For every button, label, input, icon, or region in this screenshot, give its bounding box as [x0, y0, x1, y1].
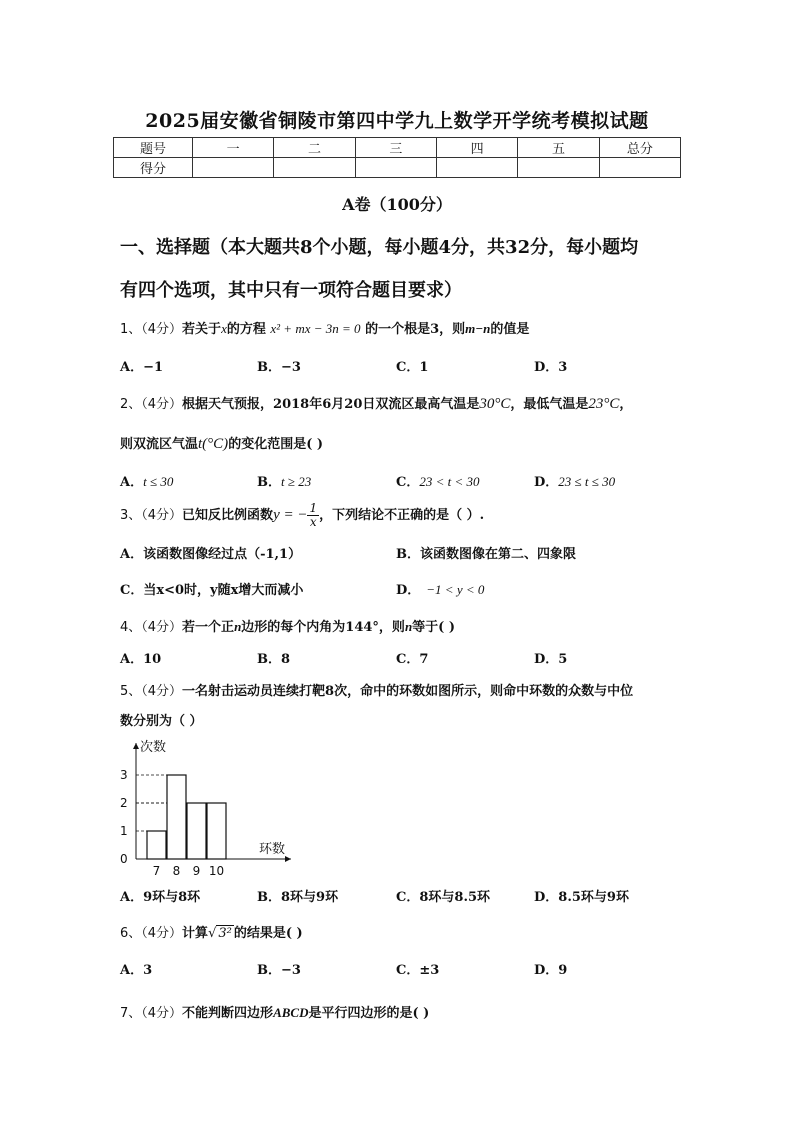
question-text: 是平行四边形的是( ) — [308, 1006, 430, 1021]
question-number: 4、（4分） — [120, 620, 183, 635]
option-b[interactable]: B．−3 — [257, 360, 301, 375]
score-cell: 二 — [274, 138, 355, 158]
option-d[interactable]: D．3 — [534, 360, 568, 375]
option-b[interactable]: B．该函数图像在第二、四象限 — [396, 547, 577, 562]
question-number: 2、（4分） — [120, 397, 183, 412]
option-c[interactable]: C．23 < t < 30 — [396, 474, 480, 490]
x-tick-label: 10 — [208, 864, 225, 878]
y-tick-label: 0 — [120, 852, 128, 866]
question-5 — [120, 680, 633, 699]
score-table — [113, 137, 681, 178]
x-tick-label: 9 — [192, 864, 201, 878]
option-b[interactable]: B．8环与9环 — [257, 890, 339, 905]
option-a[interactable]: A．−1 — [120, 360, 164, 375]
question-text: 的变化范围是( ) — [228, 437, 324, 452]
x-axis-label: 环数 — [259, 842, 286, 857]
option-b[interactable]: B．−3 — [257, 963, 301, 978]
question-number: 1、（4分） — [120, 322, 183, 337]
option-d[interactable]: D．5 — [534, 652, 568, 667]
score-cell: 三 — [355, 138, 436, 158]
score-input-cell — [518, 158, 599, 178]
option-a[interactable]: A．该函数图像经过点（-1,1） — [120, 547, 302, 562]
score-input-cell — [599, 158, 680, 178]
question-5-line2 — [120, 710, 203, 729]
exam-title: 2025届安徽省铜陵市第四中学九上数学开学统考模拟试题 — [145, 110, 649, 132]
question-1 — [120, 318, 529, 337]
option-d[interactable]: D． −1 < y < 0 — [396, 582, 485, 598]
fraction: $\frac{1}{x}$ — [309, 501, 318, 529]
score-input-cell — [355, 158, 436, 178]
question-number: 7、（4分） — [120, 1006, 183, 1021]
question-text: ，最低气温是 — [510, 397, 589, 412]
question-text: ， — [619, 397, 633, 412]
score-cell: 一 — [193, 138, 274, 158]
question-text: 计算 — [182, 926, 209, 941]
question-text: 等于( ) — [412, 620, 455, 635]
roll-title: A卷（100分） — [342, 195, 452, 214]
score-input-cell — [274, 158, 355, 178]
histogram-bar — [147, 831, 166, 859]
option-b[interactable]: B．8 — [257, 652, 291, 667]
question-text: 已知反比例函数 — [182, 508, 274, 523]
question-text: 边形的每个内角为144°，则 — [241, 620, 405, 635]
y-tick-label: 2 — [120, 796, 128, 810]
math-expr: x² + mx − 3n = 0 — [270, 321, 361, 336]
score-cell: 题号 — [114, 138, 193, 158]
option-a[interactable]: A．t ≤ 30 — [120, 474, 174, 490]
option-c[interactable]: C．1 — [396, 360, 429, 375]
option-b[interactable]: B．t ≥ 23 — [257, 474, 312, 490]
score-cell: 总分 — [599, 138, 680, 158]
option-a[interactable]: A．10 — [120, 652, 162, 667]
y-axis-label: 次数 — [140, 740, 167, 755]
math-expr: 30°C — [479, 396, 511, 412]
section-heading-line1: 一、选择题（本大题共8个小题，每小题4分，共32分，每小题均 — [120, 237, 639, 258]
x-tick-label: 7 — [152, 864, 161, 878]
question-text: 的结果是( ) — [233, 926, 303, 941]
option-c[interactable]: C．7 — [396, 652, 429, 667]
option-c[interactable]: C．8环与8.5环 — [396, 890, 491, 905]
question-text: 若关于 — [182, 322, 222, 337]
histogram-bar — [207, 803, 226, 859]
option-c[interactable]: C．±3 — [396, 963, 440, 978]
math-expr: n — [404, 619, 413, 634]
question-number: 3、（4分） — [120, 508, 183, 523]
question-number: 6、（4分） — [120, 926, 183, 941]
y-tick-label: 1 — [120, 824, 128, 838]
math-expr: m−n — [465, 321, 491, 336]
question-7 — [120, 1002, 429, 1021]
question-text: 的值是 — [490, 322, 530, 337]
question-text: 数分别为（ ） — [120, 714, 203, 729]
question-text: 的一个根是3，则 — [365, 322, 466, 337]
question-4 — [120, 616, 455, 635]
histogram-chart — [113, 735, 303, 880]
score-input-cell — [436, 158, 517, 178]
math-expr: ABCD — [273, 1005, 309, 1020]
sqrt-expr: √ 3² — [208, 926, 232, 941]
option-d[interactable]: D．8.5环与9环 — [534, 890, 629, 905]
math-expr: 23°C — [588, 396, 620, 412]
math-expr: y = − — [273, 507, 308, 523]
question-6 — [120, 922, 303, 941]
option-d[interactable]: D．23 ≤ t ≤ 30 — [534, 474, 616, 490]
question-2 — [120, 393, 632, 413]
histogram-bar — [187, 803, 206, 859]
y-tick-label: 3 — [120, 768, 128, 782]
question-text: 不能判断四边形 — [182, 1006, 274, 1021]
option-c[interactable]: C．当x<0时，y随x增大而减小 — [120, 583, 304, 598]
question-text: 若一个正 — [182, 620, 235, 635]
math-expr: x — [221, 321, 227, 336]
histogram-bar — [167, 775, 186, 859]
option-d[interactable]: D．9 — [534, 963, 568, 978]
option-a[interactable]: A．3 — [120, 963, 153, 978]
question-text: 的方程 — [226, 322, 266, 337]
x-tick-label: 8 — [172, 864, 181, 878]
question-2-line2 — [120, 433, 323, 453]
x-axis-arrow — [285, 856, 291, 862]
score-table-header-row — [114, 138, 681, 158]
option-a[interactable]: A．9环与8环 — [120, 890, 201, 905]
math-expr: n — [234, 619, 242, 634]
question-text: ，下列结论不正确的是（ ）. — [319, 508, 485, 523]
section-heading-line2: 有四个选项，其中只有一项符合题目要求） — [120, 280, 462, 301]
math-expr: t(°C) — [198, 436, 229, 452]
question-3 — [120, 502, 484, 529]
score-input-cell — [193, 158, 274, 178]
question-text: 则双流区气温 — [120, 437, 199, 452]
question-number: 5、（4分） — [120, 684, 183, 699]
score-cell: 五 — [518, 138, 599, 158]
question-text: 根据天气预报，2018年6月20日双流区最高气温是 — [182, 397, 480, 412]
score-cell: 得分 — [114, 158, 193, 178]
score-cell: 四 — [436, 138, 517, 158]
y-axis-arrow — [133, 743, 139, 749]
question-text: 一名射击运动员连续打靶8次，命中的环数如图所示，则命中环数的众数与中位 — [182, 684, 634, 699]
score-table-score-row — [114, 158, 681, 178]
